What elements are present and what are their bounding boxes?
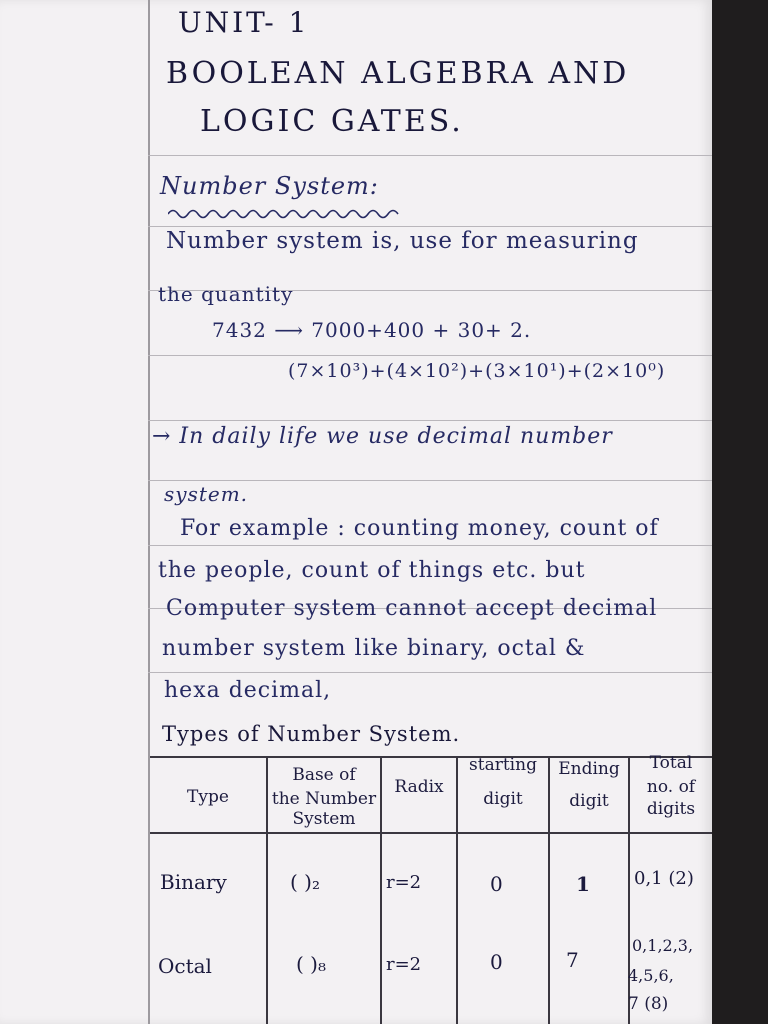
header-starting: digit: [483, 789, 523, 809]
ruled-line: [148, 420, 712, 421]
equation-line: 7432 ⟶ 7000+400 + 30+ 2.: [212, 318, 532, 342]
table-row-binary-total: 0,1 (2): [634, 868, 694, 889]
header-base: System: [292, 809, 356, 829]
table-row-binary-radix: r=2: [386, 872, 422, 893]
table-row-octal-type: Octal: [158, 954, 212, 978]
text-line: hexa decimal,: [164, 678, 332, 703]
ruled-line: [148, 545, 712, 546]
ruled-line: [148, 355, 712, 356]
ruled-line: [148, 672, 712, 673]
table-row-binary-type: Binary: [160, 870, 227, 894]
header-total: Total: [649, 753, 693, 773]
header-base: Base of: [292, 765, 356, 785]
text-line: system.: [164, 482, 249, 506]
header-total: no. of: [646, 777, 696, 797]
ruled-line: [148, 226, 712, 227]
equation-line: (7×10³)+(4×10²)+(3×10¹)+(2×10⁰): [288, 360, 666, 382]
text-line: the quantity: [158, 282, 294, 306]
header-type: Type: [187, 787, 229, 807]
header-starting: starting: [469, 755, 537, 775]
table-row-binary-base: ( )₂: [290, 870, 320, 894]
table-row-octal-start: 0: [490, 950, 503, 974]
table-row-octal-end: 7: [566, 948, 579, 972]
unit-heading: UNIT- 1: [178, 6, 310, 39]
table-row-octal-total: 0,1,2,3,: [632, 936, 694, 955]
header-radix: Radix: [394, 777, 444, 797]
text-line: Number system is, use for measuring: [166, 228, 639, 254]
table-row-binary-end: 1: [576, 872, 590, 896]
text-line: number system like binary, octal &: [162, 636, 586, 661]
text-line: Computer system cannot accept decimal: [166, 596, 658, 621]
heading-underline-squiggle: [168, 206, 408, 220]
title-line-2: LOGIC GATES.: [200, 104, 464, 139]
table-row-octal-total: 7 (8): [628, 994, 669, 1014]
header-ending: digit: [569, 791, 609, 811]
table-row-octal-base: ( )₈: [296, 952, 326, 976]
section-heading: Number System:: [160, 172, 379, 200]
header-total: digits: [646, 799, 696, 819]
table-row-binary-start: 0: [490, 872, 503, 896]
number-system-table: [150, 752, 712, 1024]
text-line: → In daily life we use decimal number: [152, 424, 613, 449]
ruled-line: [148, 155, 712, 156]
ruled-line: [148, 480, 712, 481]
table-row-octal-radix: r=2: [386, 954, 422, 975]
title-line-1: BOOLEAN ALGEBRA AND: [166, 56, 630, 91]
text-line: the people, count of things etc. but: [158, 558, 586, 583]
header-ending: Ending: [558, 759, 620, 779]
types-heading: Types of Number System.: [162, 722, 461, 746]
text-line: For example : counting money, count of: [180, 516, 659, 541]
table-row-octal-total: 4,5,6,: [628, 966, 674, 985]
header-base: the Number: [271, 789, 377, 809]
